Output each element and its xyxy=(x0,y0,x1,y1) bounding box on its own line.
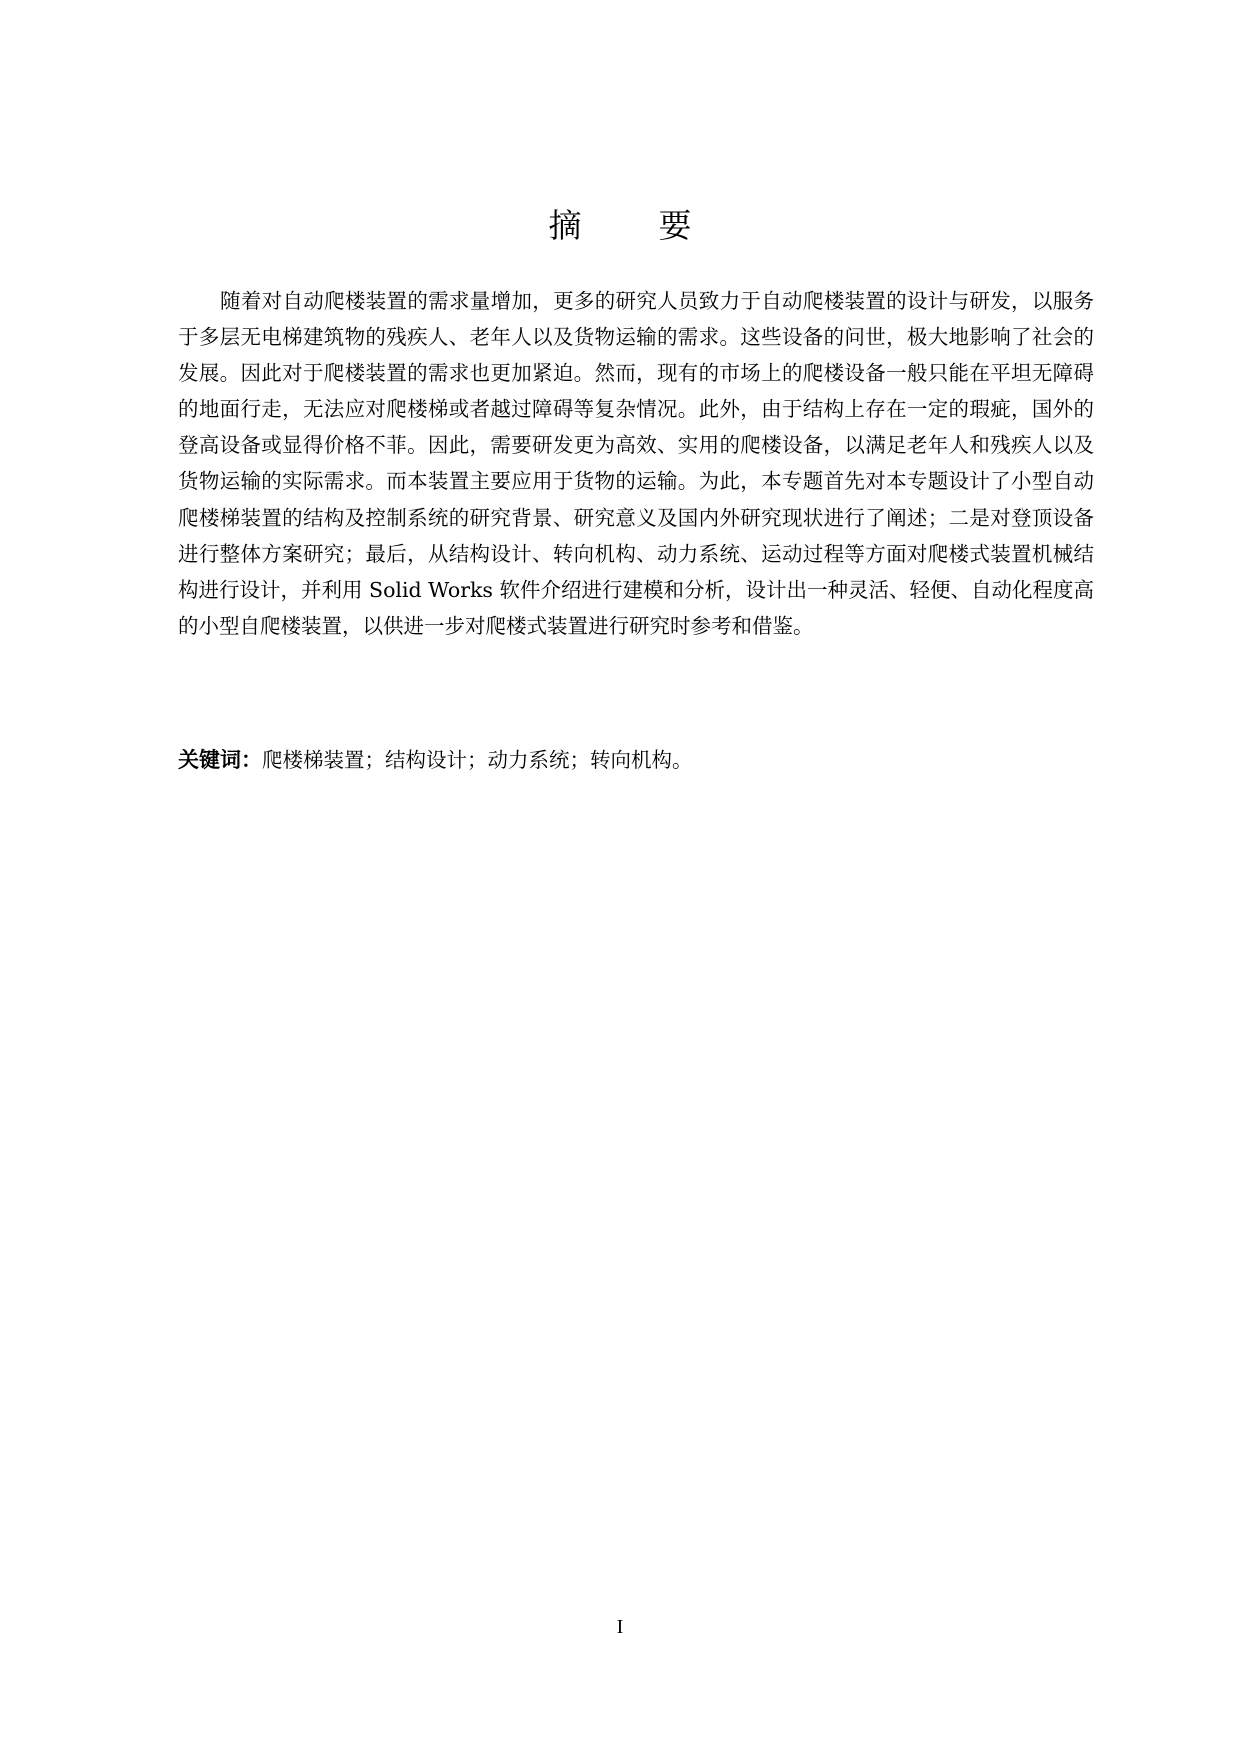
keywords-label: 关键词： xyxy=(178,748,262,772)
page-number: I xyxy=(616,1616,624,1638)
abstract-body: 随着对自动爬楼装置的需求量增加，更多的研究人员致力于自动爬楼装置的设计与研发，以服务于多层无电梯建筑物的残疾人、老年人以及货物运输的需求。这些设备的问世，极大地影响了社会的发展。因此对于爬楼装置的需求也更加紧迫。然而，现有的市场上的爬楼设备一般只能在平坦无障碍的地面行走，无法应对爬楼梯或者越过障碍等复杂情况。此外，由于结构上存在一定的瑕疵，国外的登高设备或显得价格不菲。因此，需要研发更为高效、实用的爬楼设备，以满足老年人和残疾人以及货物运输的实际需求。而本装置主要应用于货物的运输。为此，本专题首先对本专题设计了小型自动爬楼梯装置的结构及控制系统的研究背景、研究意义及国内外研究现状进行了阐述；二是对登顶设备进行整体方案研究；最后，从结构设计、转向机构、动力系统、运动过程等方面对爬楼式装置机械结构进行设计，并利用 Solid Works 软件介绍进行建模和分析，设计出一种灵活、轻便、自动化程度高的小型自爬楼装置，以供进一步对爬楼式装置进行研究时参考和借鉴。 xyxy=(178,289,1094,638)
abstract-title: 摘 要 xyxy=(548,206,714,245)
keywords-text: 爬楼梯装置；结构设计；动力系统；转向机构。 xyxy=(262,748,693,772)
keywords-line xyxy=(178,742,1094,778)
